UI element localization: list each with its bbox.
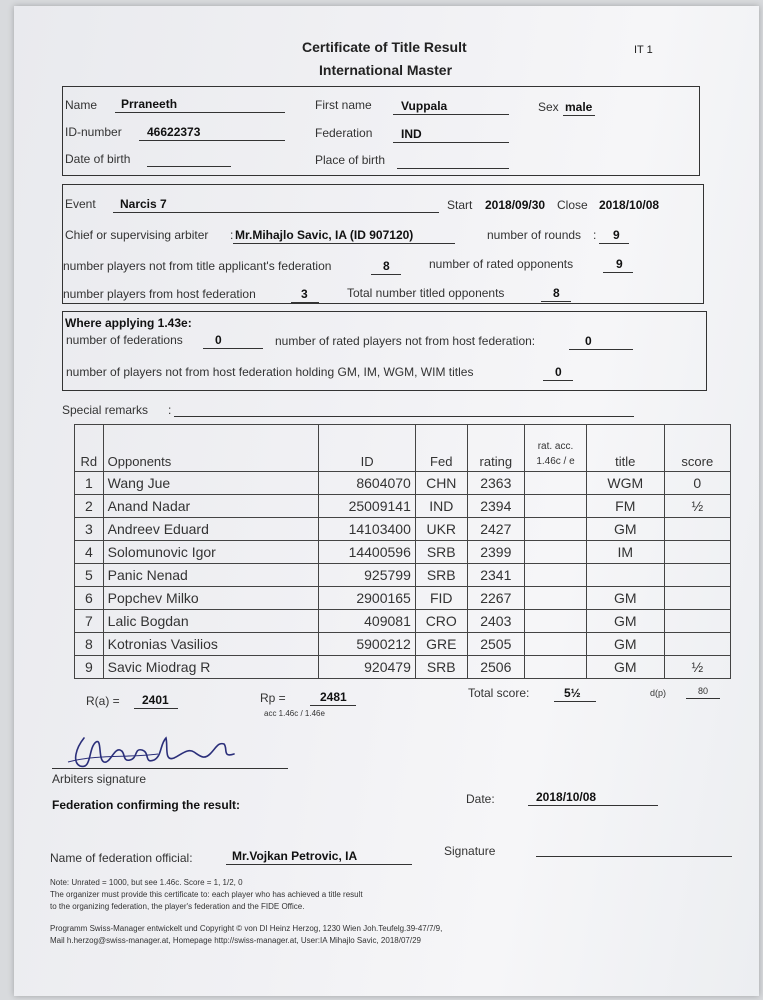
row-id: 25009141 — [319, 495, 415, 518]
row-opponent-name: Solomunovic Igor — [103, 541, 319, 564]
header-id: ID — [319, 425, 415, 472]
row-fed: IND — [415, 495, 467, 518]
id-label: ID-number — [65, 125, 122, 139]
row-opponent-name: Kotronias Vasilios — [103, 633, 319, 656]
header-rat-acc-label: rat. acc. — [537, 441, 574, 452]
row-opponent-name: Panic Nenad — [103, 564, 319, 587]
table-row — [75, 633, 731, 656]
remarks-label: Special remarks — [62, 403, 149, 417]
row-score — [664, 633, 730, 656]
row-rat-acc — [524, 633, 586, 656]
header-fed: Fed — [415, 425, 467, 472]
sex-label: Sex — [538, 100, 559, 114]
certificate-page: Certificate of Title Result International Master IT 1 Name Prraneeth First name Vuppala Sex male ID-number 46622373 Federation IND Date of birth Place of birth Event Narcis 7 Start 2018/09/30 Close 2018/10/08 Chief or supervising arbiter : Mr.Mihajlo Savic, IA (ID 907120) number of rounds : 9 number players not from title applicant's federation 8 number of rated opponents 9 number players from host federation 3 Total number titled opponents 8 Where applying 1.43e: number of federations 0 number of rated players not from host federation: 0 number of players not from host federation holding GM, IM, WGM, WIM titles 0 Special remarks : Rd Opponents ID Fed rating rat. acc. 1.46c / e title score 1 Wang Jue 8604070 CHN 2363 WGM 0 2 Anand Nadar 25009141 IND 2394 FM ½ 3 Andreev Eduard 14103400 UKR 2427 GM 4 Solomunovic Igor 14400596 SRB 2399 IM 5 Panic Nenad 925799 SRB 2341 6 Popchev Milko 2900165 FID 2267 GM 7 Lalic Bogdan 409081 CRO 2403 GM 8 Kotronias Vasilios 5900212 GRE 2505 GM 9 Savic Miodrag R 920479 SRB 2506 GM ½ R(a) = 2401 Rp = 2481 acc 1.46c / 1.46e Total score: 5½ d(p) 80 Arbiters signature Federation confirming the result: Date: 2018/10/08 Name of federation official: Mr.Vojkan Petrovic, IA Signature Note: Unrated = 1000, but see 1.46c. Score = 1, 1/2, 0 The organizer must provide this certificate to: each player who has achieved a title result to the organizing federation, the player's federation and the FIDE Office. Programm Swiss-Manager entwickelt und Copyright © von DI Heinz Herzog, 1230 Wien Joh.Teufelg.39-47/7/9, Mail h.herzog@swiss-manager.at, Homepage http://swiss-manager.at, User:IA Mihajlo Savic, 2018/07/29 — [14, 6, 759, 996]
start-label: Start — [447, 198, 473, 212]
results-table — [74, 424, 731, 679]
rounds-value: 9 — [613, 228, 620, 242]
row-rating: 2341 — [467, 564, 524, 587]
rated-not-host-label: number of rated players not from host federation: — [275, 334, 536, 348]
row-opponent-name: Popchev Milko — [103, 587, 319, 610]
event-box: Event Narcis 7 Start 2018/09/30 Close 2018/10/08 Chief or supervising arbiter : Mr.Mihajlo Savic, IA (ID 907120) number of rounds : 9 number players not from title applicant's federation 8 number of rated opponents 9 number players from host federation 3 Total number titled opponents 8 — [62, 184, 704, 304]
row-score — [664, 564, 730, 587]
event-value: Narcis 7 — [120, 197, 167, 211]
applying-heading: Where applying 1.43e: — [65, 316, 192, 330]
row-rd: 7 — [75, 610, 104, 633]
row-rd: 9 — [75, 656, 104, 679]
table-header-row — [75, 425, 731, 472]
host-fed-label: number players from host federation — [63, 287, 256, 301]
row-fed: SRB — [415, 564, 467, 587]
row-id: 925799 — [319, 564, 415, 587]
official-label: Name of federation official: — [50, 851, 193, 865]
name-label: Name — [65, 98, 98, 112]
federation-value: IND — [401, 127, 422, 141]
not-applicant-fed-label: number players not from title applicant's federation — [63, 259, 332, 273]
row-rd: 3 — [75, 518, 104, 541]
row-id: 8604070 — [319, 472, 415, 495]
row-rat-acc — [524, 587, 586, 610]
header-rating: rating — [467, 425, 524, 472]
date-value: 2018/10/08 — [536, 790, 597, 804]
form-code: IT 1 — [634, 44, 653, 56]
header-rat-acc — [524, 425, 586, 472]
row-opponent-name: Lalic Bogdan — [103, 610, 319, 633]
ra-label: R(a) = — [86, 694, 120, 708]
row-id: 2900165 — [319, 587, 415, 610]
header-rat-acc-sub: 1.46c / e — [536, 456, 575, 467]
row-fed: FID — [415, 587, 467, 610]
rounds-label: number of rounds — [487, 228, 582, 242]
row-title: WGM — [587, 472, 665, 495]
row-rat-acc — [524, 564, 586, 587]
certificate-title: Certificate of Title Result — [302, 39, 467, 55]
not-applicant-fed-value: 8 — [383, 259, 390, 273]
row-title: IM — [587, 541, 665, 564]
table-row — [75, 656, 731, 679]
pob-label: Place of birth — [315, 153, 386, 167]
note-line-1: Note: Unrated = 1000, but see 1.46c. Score = 1, 1/2, 0 — [50, 878, 243, 887]
row-title: GM — [587, 656, 665, 679]
row-rat-acc — [524, 495, 586, 518]
row-score — [664, 587, 730, 610]
row-rating: 2394 — [467, 495, 524, 518]
row-rd: 1 — [75, 472, 104, 495]
first-name-value: Vuppala — [401, 99, 448, 113]
row-rating: 2267 — [467, 587, 524, 610]
event-label: Event — [65, 197, 96, 211]
close-value: 2018/10/08 — [599, 198, 660, 212]
table-row — [75, 518, 731, 541]
row-rating: 2427 — [467, 518, 524, 541]
date-label: Date: — [466, 792, 495, 806]
row-opponent-name: Savic Miodrag R — [103, 656, 319, 679]
arbiter-label: Chief or supervising arbiter — [65, 228, 209, 242]
row-score — [664, 518, 730, 541]
certificate-subtitle: International Master — [319, 62, 453, 78]
rated-opp-value: 9 — [616, 257, 623, 271]
row-title: FM — [587, 495, 665, 518]
header-score: score — [664, 425, 730, 472]
rp-note: acc 1.46c / 1.46e — [264, 709, 325, 718]
table-row — [75, 541, 731, 564]
titles-not-host-value: 0 — [555, 365, 562, 379]
note-line-4: Programm Swiss-Manager entwickelt und Copyright © von DI Heinz Herzog, 1230 Wien Joh.Teufelg.39-47/7/9, — [50, 924, 443, 933]
row-fed: UKR — [415, 518, 467, 541]
row-id: 5900212 — [319, 633, 415, 656]
host-fed-value: 3 — [301, 287, 308, 301]
rated-opp-label: number of rated opponents — [429, 257, 574, 271]
applying-box — [62, 311, 707, 391]
row-rating: 2403 — [467, 610, 524, 633]
row-fed: CRO — [415, 610, 467, 633]
sex-value: male — [565, 100, 593, 114]
arbiter-value: Mr.Mihajlo Savic, IA (ID 907120) — [235, 228, 414, 242]
dp-label: d(p) — [650, 688, 667, 698]
row-rd: 4 — [75, 541, 104, 564]
row-opponent-name: Anand Nadar — [103, 495, 319, 518]
titled-opp-value: 8 — [553, 286, 560, 300]
titled-opp-label: Total number titled opponents — [347, 286, 505, 300]
row-id: 409081 — [319, 610, 415, 633]
federations-value: 0 — [215, 333, 222, 347]
row-rat-acc — [524, 656, 586, 679]
table-row — [75, 495, 731, 518]
header-title: title — [587, 425, 665, 472]
row-id: 920479 — [319, 656, 415, 679]
rp-label: Rp = — [260, 691, 286, 705]
start-value: 2018/09/30 — [485, 198, 546, 212]
row-rating: 2505 — [467, 633, 524, 656]
row-fed: SRB — [415, 541, 467, 564]
dp-value: 80 — [698, 686, 709, 696]
federation-label: Federation — [315, 126, 373, 140]
table-row — [75, 472, 731, 495]
rp-value: 2481 — [320, 690, 347, 704]
arbiter-handwritten-signature — [58, 718, 258, 778]
row-title: GM — [587, 518, 665, 541]
federations-label: number of federations — [66, 333, 183, 347]
close-label: Close — [557, 198, 588, 212]
row-opponent-name: Andreev Eduard — [103, 518, 319, 541]
titles-not-host-label: number of players not from host federation holding GM, IM, WGM, WIM titles — [66, 365, 474, 379]
row-rating: 2506 — [467, 656, 524, 679]
row-rating: 2399 — [467, 541, 524, 564]
row-opponent-name: Wang Jue — [103, 472, 319, 495]
row-id: 14103400 — [319, 518, 415, 541]
name-value: Prraneeth — [121, 97, 178, 111]
row-score — [664, 541, 730, 564]
row-score: 0 — [664, 472, 730, 495]
row-title: GM — [587, 587, 665, 610]
row-title: GM — [587, 610, 665, 633]
row-fed: SRB — [415, 656, 467, 679]
note-line-5: Mail h.herzog@swiss-manager.at, Homepage http://swiss-manager.at, User:IA Mihajlo Savic, 2018/07/29 — [50, 936, 421, 945]
row-rat-acc — [524, 518, 586, 541]
row-fed: GRE — [415, 633, 467, 656]
header-opponents: Opponents — [103, 425, 319, 472]
table-row — [75, 587, 731, 610]
fed-confirm-label: Federation confirming the result: — [52, 798, 241, 812]
table-row — [75, 610, 731, 633]
row-rd: 5 — [75, 564, 104, 587]
row-score: ½ — [664, 495, 730, 518]
row-rd: 6 — [75, 587, 104, 610]
first-name-label: First name — [315, 98, 372, 112]
id-value: 46622373 — [147, 125, 201, 139]
row-rating: 2363 — [467, 472, 524, 495]
dob-label: Date of birth — [65, 152, 131, 166]
row-rd: 2 — [75, 495, 104, 518]
total-score-value: 5½ — [564, 686, 581, 700]
player-box — [62, 86, 700, 176]
header-rd: Rd — [75, 425, 104, 472]
row-rat-acc — [524, 472, 586, 495]
total-score-label: Total score: — [468, 686, 530, 700]
row-id: 14400596 — [319, 541, 415, 564]
row-fed: CHN — [415, 472, 467, 495]
row-rat-acc — [524, 541, 586, 564]
row-title: GM — [587, 633, 665, 656]
signature-label: Signature — [444, 844, 496, 858]
arbiter-signature-label: Arbiters signature — [52, 772, 147, 786]
table-row — [75, 564, 731, 587]
official-value: Mr.Vojkan Petrovic, IA — [232, 849, 358, 863]
row-score: ½ — [664, 656, 730, 679]
ra-value: 2401 — [142, 693, 169, 707]
row-score — [664, 610, 730, 633]
note-line-2: The organizer must provide this certificate to: each player who has achieved a title result — [50, 890, 363, 899]
row-rat-acc — [524, 610, 586, 633]
row-rd: 8 — [75, 633, 104, 656]
note-line-3: to the organizing federation, the player's federation and the FIDE Office. — [50, 902, 305, 911]
rated-not-host-value: 0 — [585, 334, 592, 348]
row-title — [587, 564, 665, 587]
